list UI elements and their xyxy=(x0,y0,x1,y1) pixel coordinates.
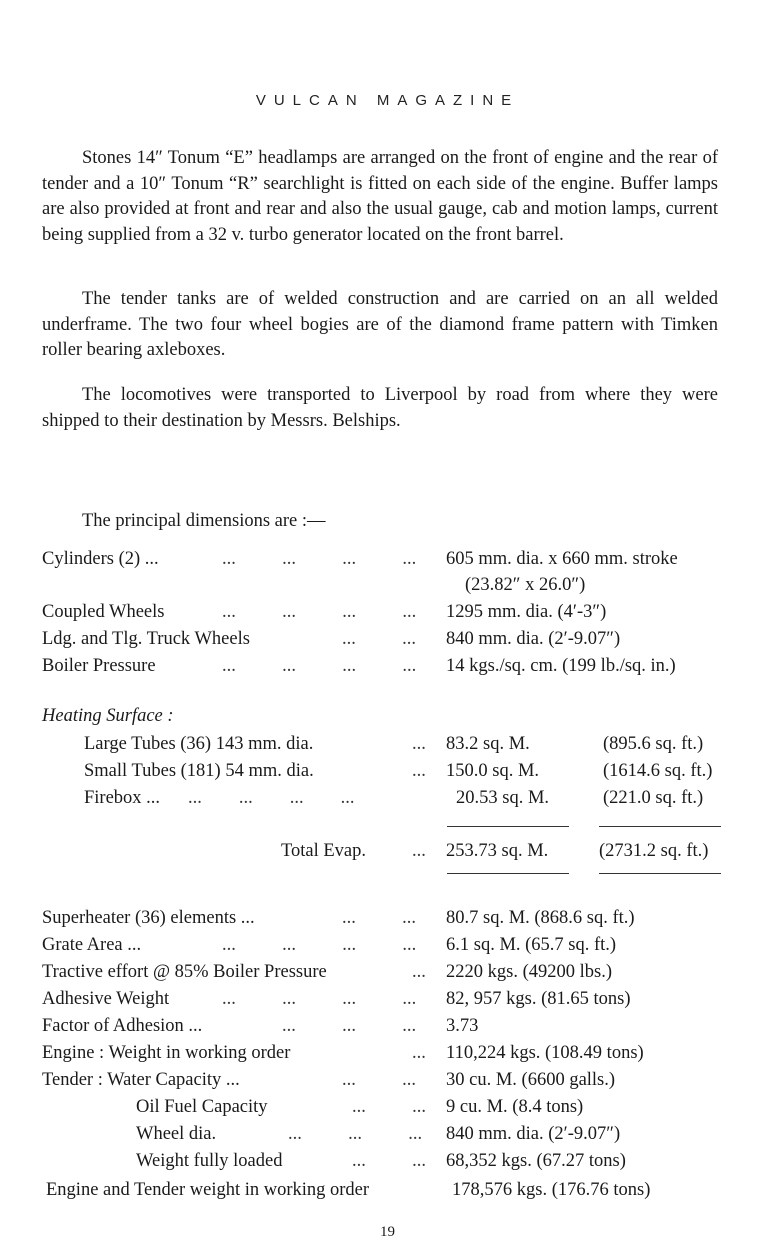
leader-dots: ... ... xyxy=(342,908,416,928)
heating-surface-title: Heating Surface : xyxy=(42,706,174,726)
spec-label: Oil Fuel Capacity xyxy=(136,1097,268,1117)
spec-label: Engine : Weight in working order xyxy=(42,1043,291,1063)
leader-dots: ... ... xyxy=(352,1151,426,1171)
total-rule xyxy=(599,873,721,874)
spec-value: 840 mm. dia. (2′-9.07″) xyxy=(446,1124,621,1144)
leader-dots: ... ... ... ... xyxy=(222,549,417,569)
leader-dots: ... ... ... ... xyxy=(222,602,417,622)
spec-value: 30 cu. M. (6600 galls.) xyxy=(446,1070,616,1090)
spec-label: Tractive effort @ 85% Boiler Pressure xyxy=(42,962,327,982)
leader-dots: ... ... ... xyxy=(288,1124,423,1144)
spec-value: 3.73 xyxy=(446,1016,479,1036)
spec-value: 82, 957 kgs. (81.65 tons) xyxy=(446,989,631,1009)
leader-dots: ... ... ... ... xyxy=(222,935,417,955)
spec-label: Adhesive Weight xyxy=(42,989,170,1009)
dim-label: Ldg. and Tlg. Truck Wheels xyxy=(42,629,250,649)
paragraph-transport: The locomotives were transported to Liverpool by road from where they were shipped to their destination by Messrs. Belships. xyxy=(42,385,718,431)
dim-value: 1295 mm. dia. (4′-3″) xyxy=(446,602,607,622)
dim-value-imperial: (23.82″ x 26.0″) xyxy=(465,575,586,595)
leader-dots: ... ... xyxy=(342,1070,416,1090)
spec-label: Engine and Tender weight in working order xyxy=(46,1180,370,1200)
dim-value: 14 kgs./sq. cm. (199 lb./sq. in.) xyxy=(446,656,676,676)
dim-label: Cylinders (2) ... xyxy=(42,549,159,569)
paragraph-tender: The tender tanks are of welded construction and are carried on an all welded underframe. The two four wheel bogies are of the diamond frame pattern with Timken roller bearing axleboxes. xyxy=(42,289,718,360)
spec-label: Superheater (36) elements ... xyxy=(42,908,255,928)
spec-value: 68,352 kgs. (67.27 tons) xyxy=(446,1151,626,1171)
heating-label: Firebox ... xyxy=(84,788,161,808)
heating-label: Large Tubes (36) 143 mm. dia. xyxy=(84,734,314,754)
sum-rule xyxy=(447,826,569,827)
leader-dots: ... xyxy=(412,761,426,781)
heating-total-label: Total Evap. xyxy=(281,841,367,861)
page-number: 19 xyxy=(380,1224,395,1240)
spec-label: Wheel dia. xyxy=(136,1124,217,1144)
spec-value: 9 cu. M. (8.4 tons) xyxy=(446,1097,584,1117)
heating-total-imperial: (2731.2 sq. ft.) xyxy=(599,841,709,861)
dimensions-intro: The principal dimensions are :— xyxy=(82,511,326,531)
heating-total-metric: 253.73 sq. M. xyxy=(446,841,549,861)
dim-value: 605 mm. dia. x 660 mm. stroke xyxy=(446,549,678,569)
leader-dots: ... ... ... ... xyxy=(188,788,355,808)
leader-dots: ... ... xyxy=(352,1097,426,1117)
running-header: VULCAN MAGAZINE xyxy=(255,92,520,109)
leader-dots: ... xyxy=(412,734,426,754)
heating-label: Small Tubes (181) 54 mm. dia. xyxy=(84,761,314,781)
spec-value: 6.1 sq. M. (65.7 sq. ft.) xyxy=(446,935,617,955)
total-rule xyxy=(447,873,569,874)
leader-dots: ... xyxy=(412,841,426,861)
leader-dots: ... ... ... ... xyxy=(222,656,417,676)
heating-imperial: (1614.6 sq. ft.) xyxy=(603,761,713,781)
leader-dots: ... ... ... xyxy=(282,1016,417,1036)
spec-value: 178,576 kgs. (176.76 tons) xyxy=(452,1180,651,1200)
spec-label: Grate Area ... xyxy=(42,935,142,955)
leader-dots: ... ... xyxy=(342,629,416,649)
heating-metric: 83.2 sq. M. xyxy=(446,734,530,754)
spec-value: 80.7 sq. M. (868.6 sq. ft.) xyxy=(446,908,635,928)
leader-dots: ... ... ... ... xyxy=(222,989,417,1009)
spec-value: 110,224 kgs. (108.49 tons) xyxy=(446,1043,644,1063)
dim-value: 840 mm. dia. (2′-9.07″) xyxy=(446,629,621,649)
dim-label: Boiler Pressure xyxy=(42,656,156,676)
heating-metric: 150.0 sq. M. xyxy=(446,761,540,781)
heating-metric: 20.53 sq. M. xyxy=(456,788,550,808)
heating-imperial: (895.6 sq. ft.) xyxy=(603,734,704,754)
spec-label: Tender : Water Capacity ... xyxy=(42,1070,240,1090)
paragraph-lamps: Stones 14″ Tonum “E” headlamps are arranged on the front of engine and the rear of tender and a 10″ Tonum “R” searchlight is fitted on each side of the engine. Buffer lamps are also provided at front and rear and also the usual gauge, cab and motion lamps, current being supplied from a 32 v. turbo generator located on the front barrel. xyxy=(42,148,718,245)
leader-dots: ... xyxy=(412,962,426,982)
heating-imperial: (221.0 sq. ft.) xyxy=(603,788,704,808)
leader-dots: ... xyxy=(412,1043,426,1063)
sum-rule xyxy=(599,826,721,827)
spec-label: Factor of Adhesion ... xyxy=(42,1016,203,1036)
spec-value: 2220 kgs. (49200 lbs.) xyxy=(446,962,612,982)
dim-label: Coupled Wheels xyxy=(42,602,165,622)
spec-label: Weight fully loaded xyxy=(136,1151,283,1171)
